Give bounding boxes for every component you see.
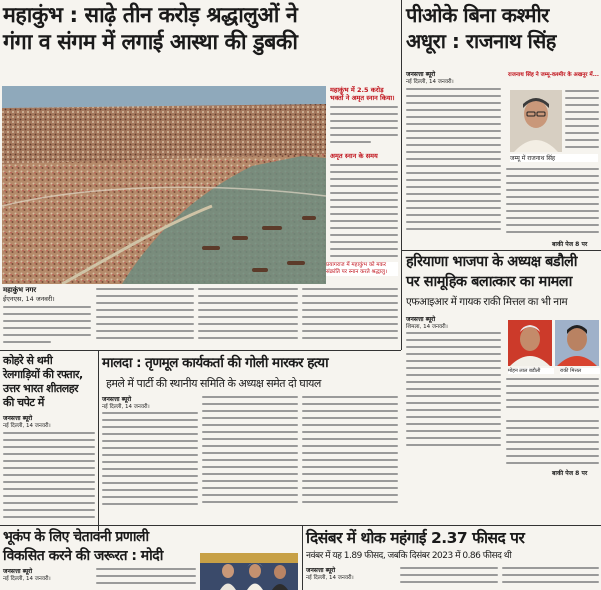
haryana-subhead: एफआइआर में गायक राकी मित्तल का भी नाम (406, 296, 568, 308)
left-rule-1 (0, 350, 401, 351)
haryana-photo-caption-2: राकी मित्तल (560, 368, 600, 374)
malda-subhead: हमले में पार्टी की स्थानीय समिति के अध्यक्ष समेत दो घायल (106, 377, 321, 390)
rajnath-photo (510, 90, 562, 152)
lead-side-text-1 (330, 106, 398, 150)
cold-headline-line3: उत्तर भारत शीतलहर (3, 382, 79, 395)
haryana-dateline (406, 315, 506, 331)
lead-col4-text (302, 288, 398, 344)
malda-headline: मालदा : तृणमूल कार्यकर्ता की गोली मारकर हत्या (102, 355, 329, 371)
quake-headline-line1: भूकंप के लिए चेतावनी प्रणाली (3, 529, 149, 545)
haryana-headline (406, 252, 601, 292)
pok-headline-line1: पीओके बिना कश्मीर (406, 3, 549, 27)
pok-side-text (565, 90, 599, 160)
lead-headline-line2: गंगा व संगम में लगाई आस्था की डुबकी (3, 30, 298, 55)
cold-dateline-place: नई दिल्ली, 14 जनवरी। (3, 423, 51, 429)
malda-col3-text (302, 396, 398, 520)
lead-side-note-1: महाकुंभ में 2.5 करोड़ भक्तों ने अमृत स्नान किया। (330, 86, 395, 102)
kumbh-crowd-photo (2, 86, 326, 284)
malda-dateline-place: नई दिल्ली, 14 जनवरी। (102, 404, 150, 410)
lead-col3-text (198, 288, 298, 344)
quake-dateline (3, 567, 93, 583)
pok-col2-text (506, 168, 599, 244)
cold-headline-line4: की चपेट में (3, 396, 44, 409)
haryana-headline-line1: हरियाणा भाजपा के अध्यक्ष बडौली (406, 254, 578, 270)
haryana-dateline-place: शिमला, 14 जनवरी। (406, 324, 448, 330)
lead-headline (3, 2, 398, 56)
haryana-headline-line2: पर सामूहिक बलात्कार का मामला (406, 274, 572, 290)
inflation-headline: दिसंबर में थोक महंगाई 2.37 फीसद पर (306, 529, 525, 547)
quake-dateline-place: नई दिल्ली, 14 जनवरी। (3, 576, 51, 582)
pok-continue: बाकी पेज 8 पर (552, 241, 588, 248)
haryana-col2-text (506, 378, 599, 418)
malda-col2-text (202, 396, 298, 520)
inflation-col2-text (502, 567, 599, 590)
lead-headline-line1: महाकुंभ : साढ़े तीन करोड़ श्रद्धालुओं ने (3, 3, 298, 28)
lead-dateline-place: महाकुंभ नगर (3, 286, 37, 294)
cold-dateline (3, 414, 93, 430)
haryana-continue: बाकी पेज 8 पर (552, 470, 588, 477)
cold-headline-line2: रेलगाड़ियों की रफ्तार, (3, 368, 83, 381)
lead-dateline-agency: ईएनएस, 14 जनवरी। (3, 295, 55, 303)
lead-side-column (330, 86, 398, 272)
column-rule (401, 0, 402, 350)
badauli-photo (508, 320, 552, 366)
cold-headline-line1: कोहरे से थमी (3, 354, 53, 367)
malda-col1-text (102, 412, 198, 520)
pok-dateline (406, 70, 486, 86)
lead-dateline (3, 286, 93, 303)
pok-headline-line2: अधूरा : राजनाथ सिंह (406, 29, 556, 53)
quake-headline-line2: विकसित करने की जरूरत : मोदी (3, 548, 163, 564)
bottom-col-rule (302, 526, 303, 590)
mittal-photo (555, 320, 599, 366)
quake-dateline-name: जनसत्ता ब्यूरो (3, 568, 33, 575)
bottom-rule (0, 525, 601, 526)
inflation-subhead: नवंबर में यह 1.89 फीसद, जबकि दिसंबर 2023 में 0.86 फीसद थी (306, 551, 512, 561)
lead-col2-text (96, 288, 194, 344)
quake-col1-text (96, 568, 196, 590)
cold-text (3, 432, 95, 532)
lead-side-note-2: अमृत स्नान के समय (330, 152, 378, 160)
malda-dateline-name: जनसत्ता ब्यूरो (102, 396, 132, 403)
inflation-dateline-name: जनसत्ता ब्यूरो (306, 567, 336, 574)
inflation-dateline-place: नई दिल्ली, 14 जनवरी। (306, 575, 354, 581)
lead-col1-text (3, 306, 91, 346)
pok-photo-caption: जम्मू में राजनाथ सिंह (510, 154, 598, 162)
haryana-col3-text (506, 420, 599, 474)
cold-rule (98, 351, 99, 531)
malda-dateline (102, 395, 192, 411)
modi-photo (200, 553, 298, 590)
pok-col1-text (406, 88, 501, 248)
inflation-col1-text (400, 567, 498, 590)
haryana-dateline-name: जनसत्ता ब्यूरो (406, 316, 436, 323)
pok-side-lead: राजनाथ सिंह ने जम्मू-कश्मीर के अखनूर में... (508, 72, 599, 78)
pok-dateline-place: जनसत्ता ब्यूरो (406, 71, 436, 78)
lead-side-text-2 (330, 164, 398, 272)
haryana-col1-text (406, 332, 501, 462)
inflation-dateline (306, 566, 396, 582)
lead-photo-caption: प्रयागराज में महाकुंभ को मकर संक्रांति पर स्नान करते श्रद्धालु। (326, 262, 398, 276)
pok-dateline-agency: नई दिल्ली, 14 जनवरी। (406, 79, 454, 85)
right-rule-1 (402, 250, 601, 251)
cold-headline (3, 354, 98, 410)
haryana-photo-caption-1: मोहन लाल बडौली (508, 368, 554, 374)
pok-headline (406, 2, 601, 54)
cold-dateline-name: जनसत्ता ब्यूरो (3, 415, 33, 422)
